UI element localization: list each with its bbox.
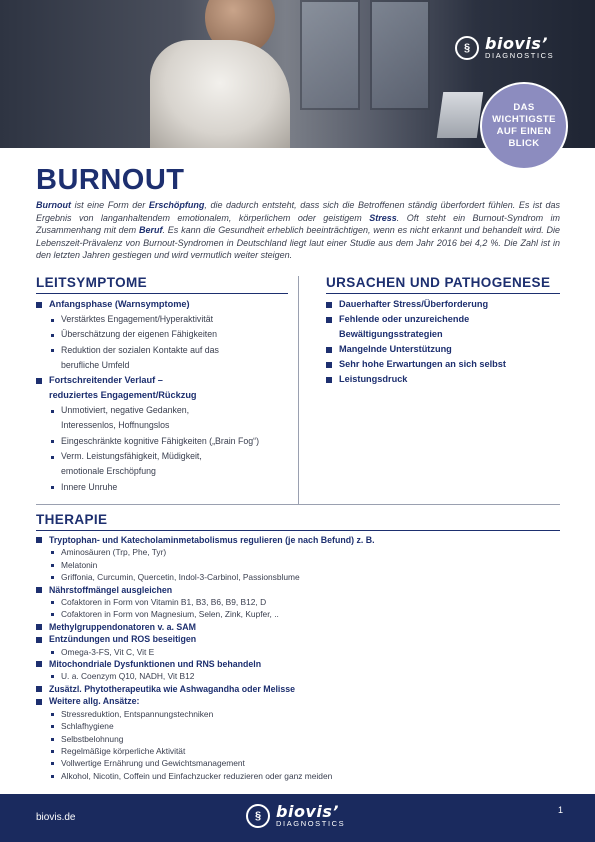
- list-subitem: Selbstbelohnung: [49, 733, 560, 745]
- window-pane: [300, 0, 360, 110]
- list-subitem-text: berufliche Umfeld: [61, 359, 130, 370]
- list-item: Weitere allg. Ansätze:: [36, 695, 560, 707]
- page-footer: [0, 794, 595, 842]
- page-title: BURNOUT: [36, 164, 185, 196]
- list-subitem: Cofaktoren in Form von Magnesium, Selen, Zink, Kupfer, ..: [49, 608, 560, 620]
- list-item: Sehr hohe Erwartungen an sich selbst: [326, 357, 560, 372]
- badge-text: DAS WICHTIGSTE AUF EINEN BLICK: [492, 102, 556, 149]
- list-item: Mitochondriale Dysfunktionen und RNS behandeln: [36, 658, 560, 670]
- list-subitem: Melatonin: [49, 559, 560, 571]
- person-shirt: [150, 40, 290, 148]
- list-item: Fortschreitender Verlauf –: [36, 373, 288, 388]
- list-subitem: Verm. Leistungsfähigkeit, Müdigkeit,: [49, 449, 288, 464]
- list-subitem: Unmotiviert, negative Gedanken,: [49, 403, 288, 418]
- list-item-cont: [36, 388, 288, 403]
- page-number: 1: [558, 805, 564, 815]
- list-subitem: Stressreduktion, Entspannungstechniken: [49, 708, 560, 720]
- dna-icon: §: [455, 36, 479, 60]
- intro-text: . Es kann die Gesundheit erheblich beeinträchtigen, wenn es nicht erkannt und behandelt wird. Die Lebenszeit-Prävalenz von Burnout-Syndromen in Deutschland liegt laut einer Studie aus dem Jahr 2016 bei 4,2 %. Die Zahl ist in den letzten Jahren gestiegen und wird vermutlich weiter steigen.: [36, 225, 561, 261]
- list-item: Dauerhafter Stress/Überforderung: [326, 297, 560, 312]
- leitsymptome-heading: LEITSYMPTOME: [36, 275, 148, 290]
- list-subitem: Aminosäuren (Trp, Phe, Tyr): [49, 546, 560, 558]
- ursachen-list: [326, 297, 560, 387]
- list-subitem-text: emotionale Erschöpfung: [61, 466, 156, 477]
- divider: [36, 293, 288, 294]
- list-item: Anfangsphase (Warnsymptome): [36, 297, 288, 312]
- logo-sub: DIAGNOSTICS: [276, 819, 346, 828]
- list-subitem-cont: [49, 358, 288, 373]
- list-subitem: Omega-3-FS, Vit C, Vit E: [49, 646, 560, 658]
- leitsymptome-list: [36, 297, 288, 495]
- intro-term: Burnout: [36, 200, 71, 210]
- summary-badge: [480, 82, 568, 170]
- list-item: Zusätzl. Phytotherapeutika wie Ashwagandha oder Melisse: [36, 683, 560, 695]
- intro-text: , die dadurch entsteht, dass sich die Betroffenen ständig überfordert fühlen. Es ist das Ergebnis von langanhaltendem emotionalem, körperlichem oder geistigem: [36, 200, 560, 223]
- intro-bold: Erschöpfung: [148, 200, 205, 210]
- list-subitem-text: Interessenlos, Hoffnungslos: [61, 420, 170, 431]
- list-subitem: Eingeschränkte kognitive Fähigkeiten („Brain Fog“): [49, 434, 288, 449]
- laptop: [437, 92, 483, 138]
- list-subitem: Cofaktoren in Form von Vitamin B1, B3, B6, B9, B12, D: [49, 596, 560, 608]
- list-subitem-cont: [49, 418, 288, 433]
- list-subitem: Vollwertige Ernährung und Gewichtsmanagement: [49, 757, 560, 769]
- section-divider: [36, 504, 560, 505]
- list-subitem: Alkohol, Nicotin, Coffein und Einfachzucker reduzieren oder ganz meiden: [49, 770, 560, 782]
- logo-sub: DIAGNOSTICS: [485, 51, 555, 60]
- divider: [36, 530, 560, 531]
- list-subitem: U. a. Coenzym Q10, NADH, Vit B12: [49, 670, 560, 682]
- list-subitem: Griffonia, Curcumin, Quercetin, Indol-3-Carbinol, Passionsblume: [49, 571, 560, 583]
- intro-bold: Stress: [369, 212, 397, 223]
- list-subitem: Reduktion der sozialen Kontakte auf das: [49, 343, 288, 358]
- list-subitem: Schlafhygiene: [49, 720, 560, 732]
- list-subitem-cont: [49, 464, 288, 479]
- divider: [326, 293, 560, 294]
- list-item: Leistungsdruck: [326, 372, 560, 387]
- list-item-text: Bewältigungsstrategien: [339, 329, 443, 339]
- list-subitem: Regelmäßige körperliche Aktivität: [49, 745, 560, 757]
- list-item: Methylgruppendonatoren v. a. SAM: [36, 621, 560, 633]
- footer-url[interactable]: biovis.de: [36, 812, 76, 823]
- dna-icon: §: [246, 804, 270, 828]
- list-subitem: Verstärktes Engagement/Hyperaktivität: [49, 312, 288, 327]
- list-item: Fehlende oder unzureichende: [326, 312, 560, 327]
- list-item: Entzündungen und ROS beseitigen: [36, 633, 560, 645]
- intro-bold: Beruf: [138, 225, 163, 236]
- list-item: Mangelnde Unterstützung: [326, 342, 560, 357]
- therapie-list: [36, 534, 560, 782]
- logo-brand: biovis’: [485, 34, 548, 53]
- therapie-heading: THERAPIE: [36, 512, 108, 527]
- list-item: Nährstoffmängel ausgleichen: [36, 584, 560, 596]
- list-subitem: Innere Unruhe: [49, 480, 288, 495]
- intro-text: . Oft steht ein Burnout-Syndrom im Zusammenhang mit dem: [36, 212, 561, 236]
- column-divider: [298, 276, 299, 504]
- header-logo: [455, 36, 554, 60]
- intro-paragraph: [36, 199, 560, 262]
- list-item-text: reduziertes Engagement/Rückzug: [49, 390, 197, 401]
- ursachen-heading: URSACHEN UND PATHOGENESE: [326, 275, 551, 290]
- logo-brand: biovis’: [276, 802, 339, 821]
- list-item-cont: [326, 327, 560, 342]
- list-item: Tryptophan- und Katecholaminmetabolismus regulieren (je nach Befund) z. B.: [36, 534, 560, 546]
- window-pane: [370, 0, 430, 110]
- footer-logo: [246, 804, 345, 828]
- list-subitem: Überschätzung der eigenen Fähigkeiten: [49, 327, 288, 342]
- intro-text: ist eine Form der: [71, 200, 149, 210]
